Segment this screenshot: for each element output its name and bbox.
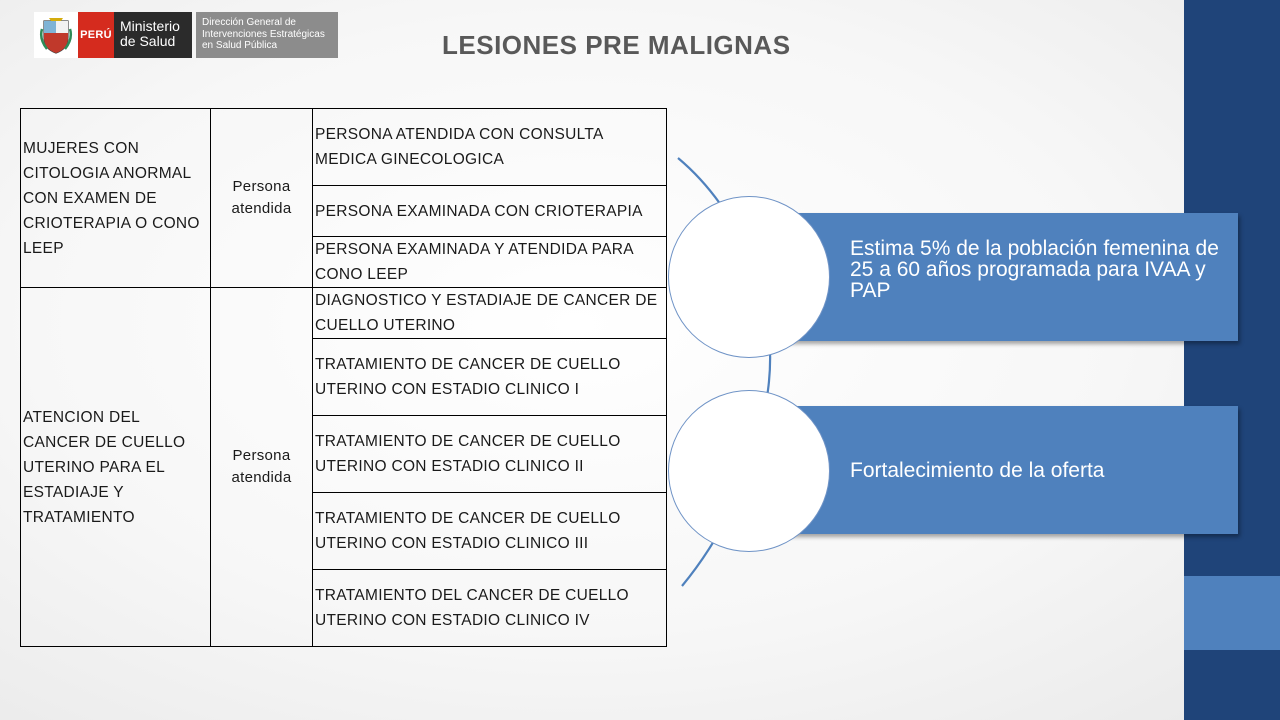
directorate-label: Dirección General de Intervenciones Estratégicas en Salud Pública [196, 12, 338, 58]
activity-cell: TRATAMIENTO DE CANCER DE CUELLO UTERINO CON ESTADIO CLINICO II [313, 416, 667, 493]
info-text-2: Fortalecimiento de la oferta [850, 459, 1105, 482]
activity-cell: PERSONA ATENDIDA CON CONSULTA MEDICA GINECOLOGICA [313, 109, 667, 186]
unit-cell: Persona atendida [211, 109, 313, 288]
activity-cell: TRATAMIENTO DE CANCER DE CUELLO UTERINO CON ESTADIO CLINICO I [313, 339, 667, 416]
ministry-label: Ministerio de Salud [114, 12, 192, 58]
activity-cell: DIAGNOSTICO Y ESTADIAJE DE CANCER DE CUELLO UTERINO [313, 288, 667, 339]
info-text-1: Estima 5% de la población femenina de 25 a 60 años programada para IVAA y PAP [850, 237, 1219, 302]
country-label: PERÚ [78, 12, 114, 58]
activity-cell: PERSONA EXAMINADA Y ATENDIDA PARA CONO LEEP [313, 237, 667, 288]
unit-cell: Persona atendida [211, 288, 313, 647]
activity-cell: TRATAMIENTO DEL CANCER DE CUELLO UTERINO CON ESTADIO CLINICO IV [313, 570, 667, 647]
category-cell: MUJERES CON CITOLOGIA ANORMAL CON EXAMEN DE CRIOTERAPIA O CONO LEEP [21, 109, 211, 288]
category-cell: ATENCION DEL CANCER DE CUELLO UTERINO PARA EL ESTADIAJE Y TRATAMIENTO [21, 288, 211, 647]
activity-cell: TRATAMIENTO DE CANCER DE CUELLO UTERINO CON ESTADIO CLINICO III [313, 493, 667, 570]
slide-title: LESIONES PRE MALIGNAS [442, 30, 791, 60]
circle-marker-2 [668, 390, 830, 552]
activity-cell: PERSONA EXAMINADA CON CRIOTERAPIA [313, 186, 667, 237]
circle-marker-1 [668, 196, 830, 358]
